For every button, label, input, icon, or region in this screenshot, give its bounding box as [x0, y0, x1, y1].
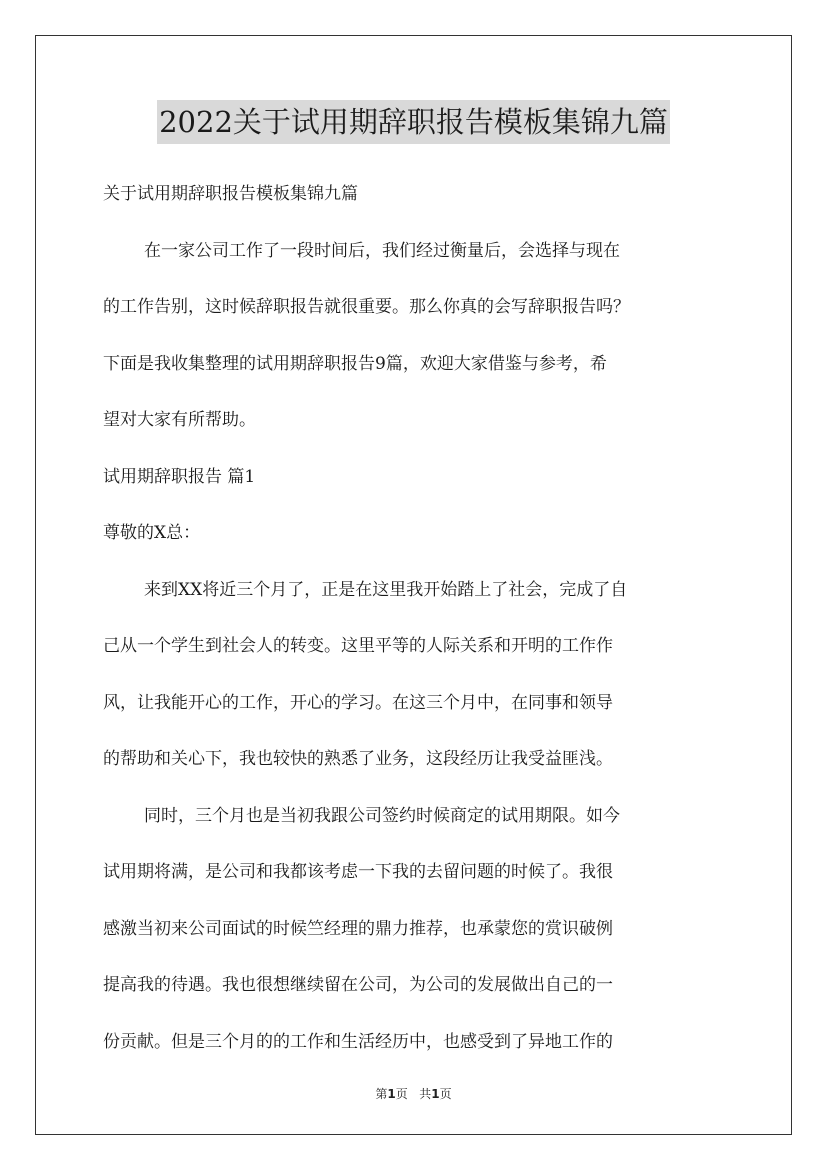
section-heading: 试用期辞职报告 篇1: [103, 466, 256, 487]
paragraph-line: 来到XX将近三个月了，正是在这里我开始踏上了社会，完成了自: [144, 579, 628, 600]
page-footer: [0, 1085, 827, 1102]
title-container: [0, 100, 827, 144]
paragraph-line: 感激当初来公司面试的时候竺经理的鼎力推荐，也承蒙您的赏识破例: [103, 918, 613, 939]
paragraph-line: 试用期将满，是公司和我都该考虑一下我的去留问题的时候了。我很: [103, 862, 613, 882]
subtitle-line: 关于试用期辞职报告模板集锦九篇: [103, 184, 358, 204]
document-body: [103, 166, 729, 1070]
paragraph-line: 同时，三个月也是当初我跟公司签约时候商定的试用期限。如今: [144, 805, 620, 826]
paragraph-line: 份贡献。但是三个月的的工作和生活经历中，也感受到了异地工作的: [103, 1031, 613, 1052]
paragraph-line: 己从一个学生到社会人的转变。这里平等的人际关系和开明的工作作: [103, 636, 613, 656]
salutation-line: 尊敬的X总：: [103, 523, 201, 543]
total-label-suffix: 页: [439, 1087, 452, 1101]
paragraph-line: 望对大家有所帮助。: [103, 410, 256, 430]
page-label-suffix: 页: [395, 1087, 408, 1101]
paragraph-line: 的帮助和关心下，我也较快的熟悉了业务，这段经历让我受益匪浅。: [103, 749, 613, 769]
total-pages: 1: [431, 1087, 440, 1101]
document-title: 2022关于试用期辞职报告模板集锦九篇: [157, 100, 670, 144]
total-label-prefix: 共: [419, 1087, 432, 1101]
paragraph-line: 在一家公司工作了一段时间后，我们经过衡量后，会选择与现在: [144, 240, 620, 261]
paragraph-line: 下面是我收集整理的试用期辞职报告9篇，欢迎大家借鉴与参考，希: [103, 353, 607, 374]
page-label-prefix: 第: [375, 1087, 388, 1101]
paragraph-line: 提高我的待遇。我也很想继续留在公司，为公司的发展做出自己的一: [103, 975, 613, 995]
paragraph-line: 的工作告别，这时候辞职报告就很重要。那么你真的会写辞职报告吗？: [103, 297, 630, 317]
page-number: 1: [387, 1087, 396, 1101]
paragraph-line: 风，让我能开心的工作，开心的学习。在这三个月中，在同事和领导: [103, 692, 613, 713]
